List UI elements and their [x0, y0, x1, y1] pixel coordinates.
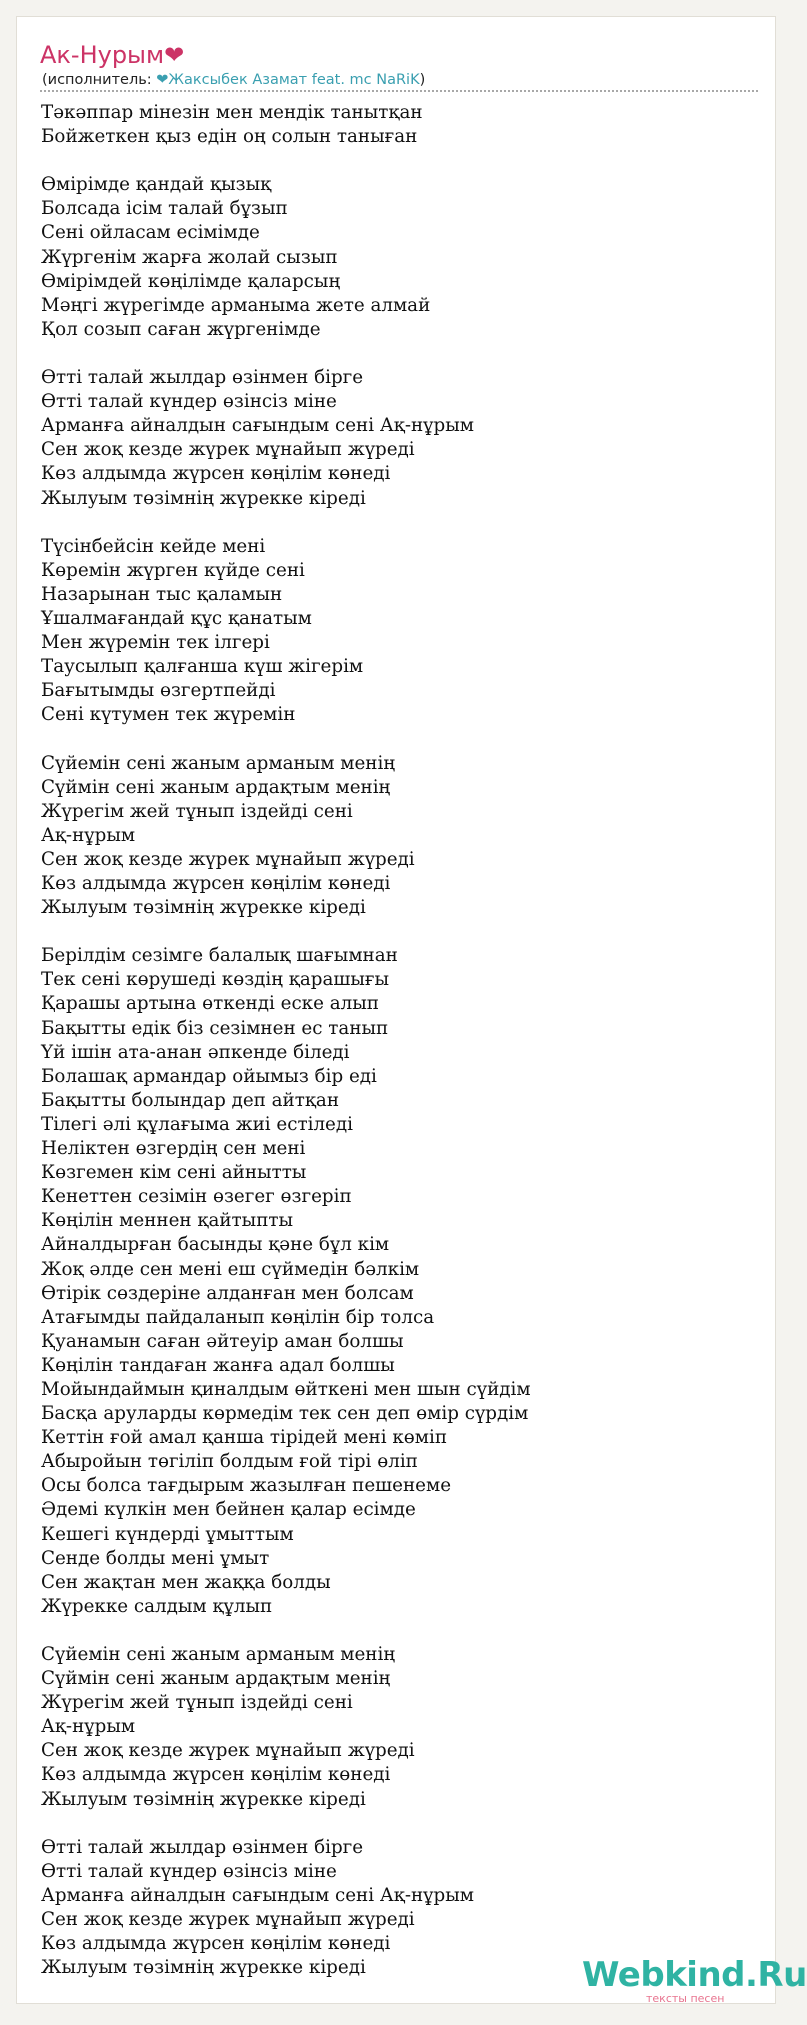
- lyrics-line: Көремін жүрген күйде сені: [41, 559, 305, 581]
- artist-line: [42, 70, 425, 90]
- lyrics-line: Болсада ісім талай бұзып: [41, 198, 288, 220]
- lyrics-line: Сен жоқ кезде жүрек мұнайып жүреді: [41, 848, 415, 870]
- lyrics-line: Мен жүремін тек ілгері: [41, 632, 270, 654]
- lyrics-line: Сен жоқ кезде жүрек мұнайып жүреді: [41, 1740, 415, 1762]
- lyrics-line: Сені күтумен тек жүремін: [41, 704, 296, 726]
- lyrics-stanza: [41, 366, 757, 511]
- lyrics-stanza: [41, 173, 757, 342]
- lyrics-line: Жүрегім жей тұнып іздейді сені: [41, 1692, 353, 1714]
- lyrics-body: [41, 101, 757, 1980]
- artist-link[interactable]: ❤Жаксыбек Азамат feat. mc NaRiK: [156, 72, 420, 88]
- song-title: Ак-Нурым❤: [40, 41, 185, 69]
- lyrics-line: Кешегі күндерді ұмыттым: [41, 1523, 294, 1545]
- lyrics-stanza: [41, 1643, 757, 1812]
- lyrics-line: Қол созып саған жүргенімде: [41, 318, 321, 340]
- lyrics-line: Сені ойласам есімімде: [41, 222, 260, 244]
- logo-tagline: тексты песен: [646, 1992, 725, 2005]
- lyrics-stanza: [41, 752, 757, 921]
- lyrics-line: Жоқ әлде сен мені еш сүймедін бәлкім: [41, 1258, 420, 1280]
- lyrics-line: Көз алдымда жүрсен көңілім көнеді: [41, 1933, 391, 1955]
- lyrics-line: Басқа аруларды көрмедім тек сен деп өмір сүрдім: [41, 1403, 529, 1425]
- lyrics-line: Көз алдымда жүрсен көңілім көнеді: [41, 873, 391, 894]
- artist-prefix: (исполнитель:: [42, 72, 157, 88]
- lyrics-line: Жүрекке салдым құлып: [41, 1595, 273, 1617]
- lyrics-line: Қуанамын саған әйтеуір аман болшы: [41, 1330, 404, 1352]
- lyrics-line: Сүймін сені жаным ардақтым менің: [41, 776, 391, 798]
- lyrics-line: Кеттін ғой амал қанша тірідей мені көміп: [41, 1427, 448, 1449]
- lyrics-line: Абыройын төгіліп болдым ғой тірі өліп: [41, 1451, 418, 1473]
- lyrics-line: Бағытымды өзгертпейді: [41, 680, 276, 702]
- lyrics-line: Мойындаймын қиналдым өйткені мен шын сүйдім: [41, 1378, 531, 1400]
- lyrics-line: Түсінбейсін кейде мені: [41, 535, 266, 557]
- lyrics-line: Жылуым төзімнің жүрекке кіреді: [41, 1957, 366, 1979]
- site-logo[interactable]: [582, 1955, 807, 2006]
- lyrics-stanza: [41, 944, 757, 1619]
- lyrics-line: Таусылып қалғанша күш жігерім: [41, 656, 364, 678]
- lyrics-line: Жүрегім жей тұнып іздейді сені: [41, 800, 353, 822]
- lyrics-line: Тек сені көрушеді көздің қарашығы: [41, 969, 390, 991]
- lyrics-stanza: [41, 535, 757, 728]
- lyrics-line: Бақытты едік біз сезімнен ес танып: [41, 1017, 389, 1039]
- lyrics-line: Өмірімдей көңілімде қаларсың: [41, 270, 341, 292]
- lyrics-line: Ұшалмағандай құс қанатым: [41, 607, 312, 629]
- lyrics-line: Көз алдымда жүрсен көңілім көнеді: [41, 463, 391, 485]
- lyrics-line: Сенде болды мені ұмыт: [41, 1547, 270, 1569]
- lyrics-line: Өтті талай күндер өзінсіз міне: [41, 1860, 337, 1882]
- lyrics-line: Назарынан тыс қаламын: [41, 583, 283, 605]
- lyrics-stanza: [41, 101, 757, 149]
- lyrics-line: Берілдім сезімге балалық шағымнан: [41, 945, 398, 967]
- lyrics-line: Арманға айналдын сағындым сені Ақ-нұрым: [41, 415, 474, 437]
- artist-suffix: ): [419, 72, 426, 88]
- logo-brand: Webkind: [582, 1955, 745, 1995]
- lyrics-line: Жүргенім жарға жолай сызып: [41, 246, 338, 268]
- lyrics-line: Болашақ армандар ойымыз бір еді: [41, 1065, 377, 1087]
- logo-wordmark: [582, 1956, 807, 1994]
- lyrics-line: Кенеттен сезімін өзегег өзгеріп: [41, 1186, 352, 1208]
- lyrics-line: Сен жоқ кезде жүрек мұнайып жүреді: [41, 1909, 415, 1931]
- lyrics-line: Осы болса тағдырым жазылған пешенеме: [41, 1475, 452, 1497]
- lyrics-line: Жылуым төзімнің жүрекке кіреді: [41, 1788, 366, 1810]
- lyrics-line: Өмірімде қандай қызық: [41, 174, 272, 196]
- lyrics-line: Үй ішін ата-анан әпкенде біледі: [41, 1041, 350, 1063]
- lyrics-line: Арманға айналдын сағындым сені Ақ-нұрым: [41, 1884, 474, 1906]
- lyrics-line: Сүйемін сені жаным арманым менің: [41, 752, 396, 774]
- lyrics-line: Көзгемен кім сені айнытты: [41, 1162, 307, 1184]
- lyrics-line: Өтті талай жылдар өзінмен бірге: [41, 1836, 364, 1858]
- lyrics-line: Неліктен өзгердің сен мені: [41, 1138, 306, 1160]
- lyrics-line: Ақ-нұрым: [41, 1716, 136, 1738]
- lyrics-line: Жылуым төзімнің жүрекке кіреді: [41, 897, 366, 919]
- lyrics-line: Сен жоқ кезде жүрек мұнайып жүреді: [41, 439, 415, 461]
- header-divider: [40, 90, 758, 92]
- lyrics-line: Ақ-нұрым: [41, 824, 136, 846]
- lyrics-line: Көңілін тандаған жанға адал болшы: [41, 1354, 395, 1376]
- lyrics-line: Өтті талай күндер өзінсіз міне: [41, 391, 337, 413]
- lyrics-line: Көңілін меннен қайтыпты: [41, 1210, 294, 1232]
- lyrics-line: Тілегі әлі құлағыма жиі естіледі: [41, 1113, 353, 1135]
- lyrics-line: Өтті талай жылдар өзінмен бірге: [41, 367, 364, 389]
- lyrics-line: Айналдырған басынды қәне бұл кім: [41, 1234, 390, 1256]
- lyrics-line: Көз алдымда жүрсен көңілім көнеді: [41, 1764, 391, 1786]
- lyrics-line: Сүйемін сені жаным арманым менің: [41, 1644, 396, 1665]
- logo-tld: .Ru: [745, 1955, 807, 1995]
- lyrics-line: Бойжеткен қыз едін оң солын таныған: [41, 126, 418, 148]
- lyrics-line: Сүймін сені жаным ардақтым менің: [41, 1668, 391, 1690]
- lyrics-line: Әдемі күлкін мен бейнен қалар есімде: [41, 1499, 416, 1521]
- lyrics-line: Атағымды пайдаланып көңілін бір толса: [41, 1306, 435, 1328]
- lyrics-line: Жылуым төзімнің жүрекке кіреді: [41, 487, 366, 509]
- lyrics-line: Сен жақтан мен жаққа болды: [41, 1571, 331, 1593]
- lyrics-line: Өтірік сөздеріне алданған мен болсам: [41, 1282, 414, 1304]
- lyrics-line: Тәкәппар мінезін мен мендік танытқан: [41, 102, 423, 123]
- lyrics-line: Қарашы артына өткенді еске алып: [41, 993, 379, 1015]
- lyrics-line: Мәңгі жүрегімде арманыма жете алмай: [41, 294, 431, 316]
- lyrics-line: Бақытты болындар деп айтқан: [41, 1089, 340, 1111]
